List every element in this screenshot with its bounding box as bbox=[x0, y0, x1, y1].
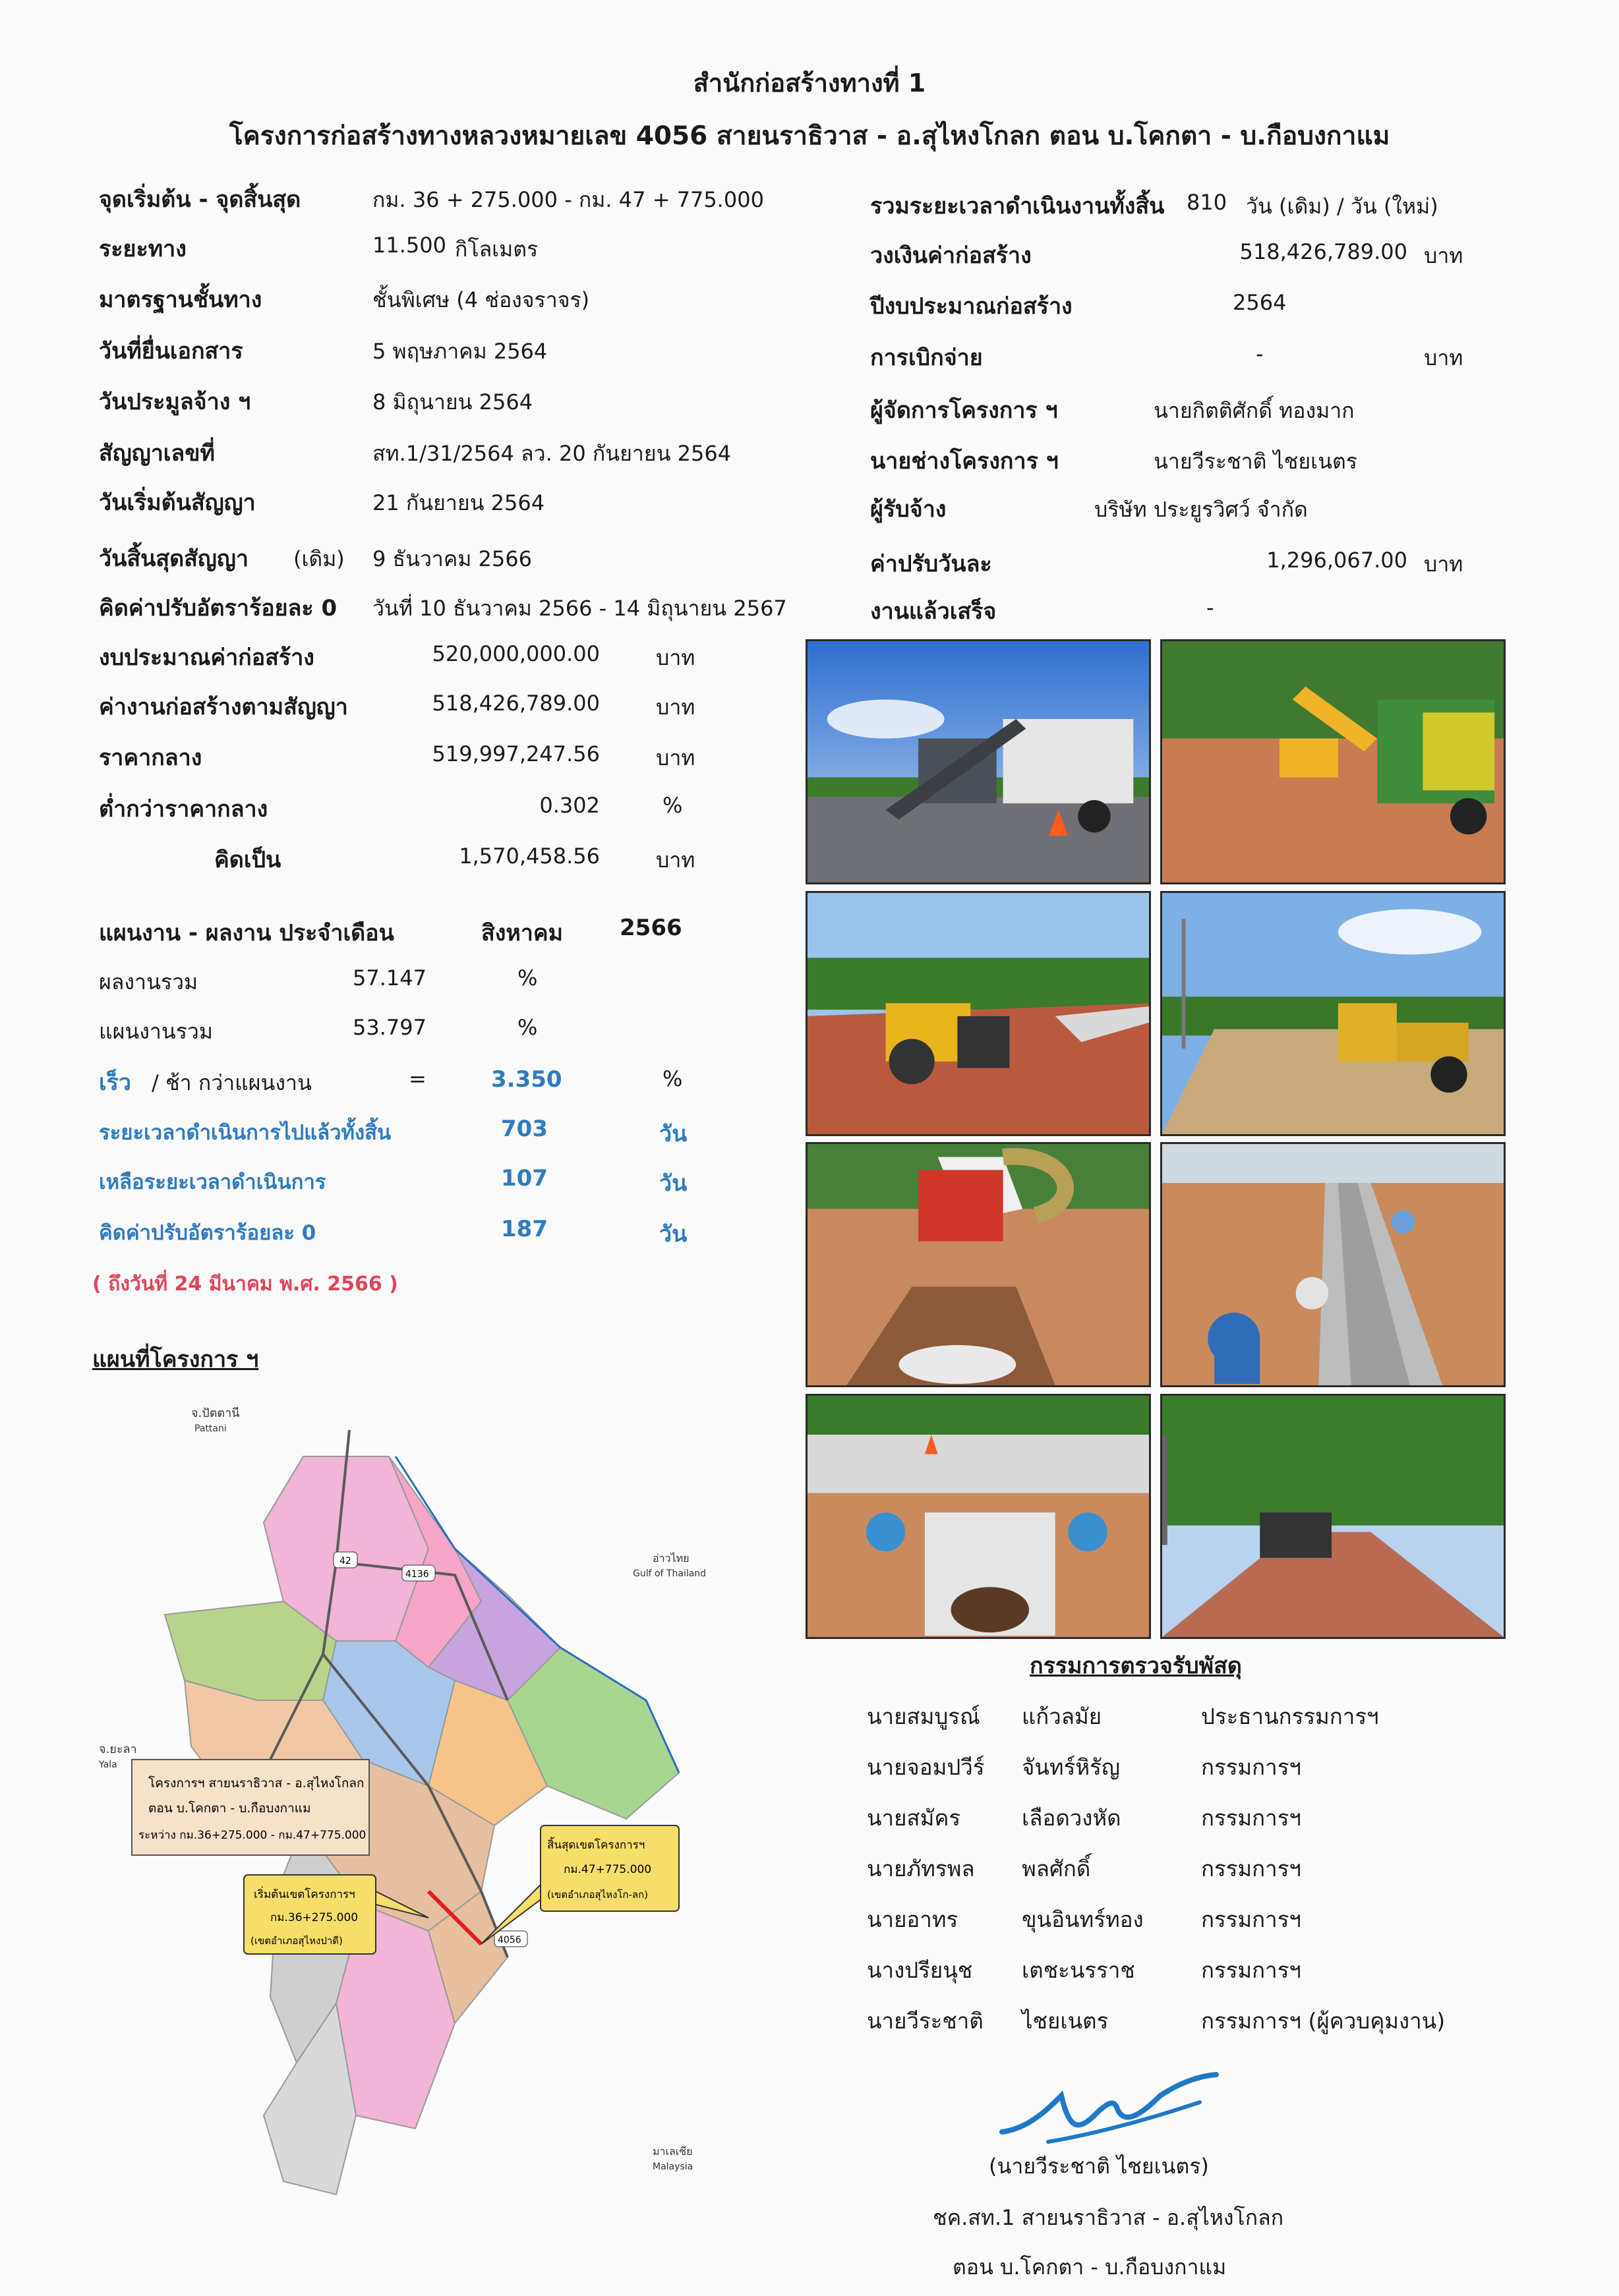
committee-last-5: ขุนอินทร์ทอง bbox=[1022, 1907, 1144, 1932]
map-label-yala: จ.ยะลา bbox=[99, 1742, 137, 1756]
committee-first-5: นายอาทร bbox=[867, 1907, 958, 1932]
remaining-value: 107 bbox=[501, 1165, 548, 1191]
below-median-unit: % bbox=[662, 793, 683, 818]
distance-value: 11.500 bbox=[372, 233, 446, 258]
signature-position-2: ตอน บ.โคกตา - บ.กือบงกาแม bbox=[953, 2254, 1227, 2280]
budget-limit-value: 518,426,789.00 bbox=[1239, 239, 1407, 264]
as-of-date: ( ถึงวันที่ 24 มีนาคม พ.ศ. 2566 ) bbox=[92, 1273, 398, 1296]
amount-label: คิดเป็น bbox=[214, 847, 281, 873]
committee-role-5: กรรมการฯ bbox=[1201, 1907, 1301, 1932]
map-label-gulf: อ่าวไทย bbox=[653, 1552, 690, 1564]
start-end-value: กม. 36 + 275.000 - กม. 47 + 775.000 bbox=[372, 187, 764, 212]
photo-pipe-trench bbox=[806, 1142, 1151, 1387]
contract-cost-unit: บาท bbox=[656, 695, 695, 720]
contract-end-value: 9 ธันวาคม 2566 bbox=[372, 546, 532, 571]
engineer-value: นายวีระชาติ ไชยเนตร bbox=[1154, 449, 1357, 474]
start-end-label: จุดเริ่มต้น - จุดสิ้นสุด bbox=[99, 187, 301, 213]
progress-year: 2566 bbox=[620, 915, 682, 941]
callout-project-line-2: ตอน บ.โคกตา - บ.กือบงกาแม bbox=[148, 1801, 311, 1816]
plan-progress-unit: % bbox=[517, 1015, 538, 1040]
committee-first-2: นายจอมปวีร์ bbox=[867, 1754, 985, 1780]
map-label-gulf-en: Gulf of Thailand bbox=[633, 1568, 707, 1579]
diff-unit: % bbox=[662, 1066, 683, 1091]
contract-end-label: วันสิ้นสุดสัญญา bbox=[99, 546, 249, 572]
callout-end-line-3: (เขตอำเภอสุไหงโก-ลก) bbox=[547, 1889, 649, 1901]
progress-month: สิงหาคม bbox=[481, 920, 564, 946]
committee-role-6: กรรมการฯ bbox=[1201, 1957, 1301, 1983]
office-title: สำนักก่อสร้างทางที่ 1 bbox=[693, 69, 926, 98]
completion-label: งานแล้วเสร็จ bbox=[870, 598, 997, 625]
committee-first-4: นายภัทรพล bbox=[867, 1856, 975, 1881]
budget-limit-unit: บาท bbox=[1424, 243, 1463, 268]
standard-label: มาตรฐานชั้นทาง bbox=[99, 287, 262, 313]
below-median-value: 0.302 bbox=[539, 793, 600, 818]
budget-value: 520,000,000.00 bbox=[432, 641, 600, 666]
project-map bbox=[86, 1391, 771, 2241]
route-number-4056: 4056 bbox=[498, 1935, 521, 1945]
progress-heading: แผนงาน - ผลงาน ประจำเดือน bbox=[99, 920, 394, 946]
manager-label: ผู้จัดการโครงการ ฯ bbox=[870, 397, 1058, 424]
contract-start-value: 21 กันยายน 2564 bbox=[372, 490, 545, 515]
duration-label: รวมระยะเวลาดำเนินงานทั้งสิ้น bbox=[870, 193, 1165, 219]
penalty-period-value: วันที่ 10 ธันวาคม 2566 - 14 มิถุนายน 2567 bbox=[372, 596, 787, 621]
route-number-42: 42 bbox=[339, 1556, 351, 1566]
photo-milling-machine bbox=[806, 639, 1151, 884]
callout-start-line-3: (เขตอำเภอสุไหงปาดี) bbox=[250, 1935, 343, 1947]
committee-last-7: ไชยเนตร bbox=[1022, 2008, 1109, 2034]
manager-value: นายกิตติศักดิ์ ทองมาก bbox=[1154, 398, 1355, 423]
map-label-yala-en: Yala bbox=[99, 1760, 117, 1770]
contract-no-label: สัญญาเลขที่ bbox=[99, 440, 215, 467]
committee-first-1: นายสมบูรณ์ bbox=[867, 1704, 980, 1729]
daily-fine-label: ค่าปรับวันละ bbox=[870, 551, 992, 577]
map-label-pattani: จ.ปัตตานี bbox=[191, 1406, 240, 1420]
committee-last-3: เลือดวงหัด bbox=[1022, 1805, 1121, 1831]
duration-value: 810 bbox=[1187, 190, 1227, 215]
actual-progress-unit: % bbox=[517, 965, 538, 990]
committee-role-1: ประธานกรรมการฯ bbox=[1201, 1704, 1379, 1729]
map-label-pattani-en: Pattani bbox=[194, 1423, 227, 1434]
daily-fine-unit: บาท bbox=[1424, 552, 1463, 577]
committee-first-3: นายสมัคร bbox=[867, 1805, 961, 1831]
distance-unit: กิโลเมตร bbox=[455, 237, 539, 262]
remaining-label: เหลือระยะเวลาดำเนินการ bbox=[99, 1170, 326, 1194]
disbursement-label: การเบิกจ่าย bbox=[870, 345, 983, 371]
remaining-unit: วัน bbox=[659, 1170, 688, 1197]
distance-label: ระยะทาง bbox=[99, 236, 187, 262]
disbursement-value: - bbox=[1256, 341, 1264, 366]
equals-sign: = bbox=[409, 1066, 427, 1091]
budget-label: งบประมาณค่าก่อสร้าง bbox=[99, 645, 314, 671]
amount-value: 1,570,458.56 bbox=[459, 844, 600, 869]
elapsed-value: 703 bbox=[501, 1116, 548, 1142]
standard-value: ชั้นพิเศษ (4 ช่องจราจร) bbox=[372, 287, 590, 312]
signature-name: (นายวีระชาติ ไชยเนตร) bbox=[989, 2154, 1209, 2179]
map-label-malaysia-en: Malaysia bbox=[653, 2162, 693, 2172]
actual-progress-value: 57.147 bbox=[353, 965, 427, 990]
engineer-label: นายช่างโครงการ ฯ bbox=[870, 448, 1059, 474]
callout-project-line-1: โครงการฯ สายนราธิวาส - อ.สุไหงโกลก bbox=[148, 1776, 365, 1791]
submit-date-label: วันที่ยื่นเอกสาร bbox=[99, 338, 243, 364]
disbursement-unit: บาท bbox=[1424, 345, 1463, 370]
bid-date-value: 8 มิถุนายน 2564 bbox=[372, 389, 533, 415]
elapsed-unit: วัน bbox=[659, 1121, 688, 1147]
committee-last-2: จันทร์หิรัญ bbox=[1022, 1754, 1120, 1780]
contract-end-note: (เดิม) bbox=[293, 546, 345, 571]
median-price-label: ราคากลาง bbox=[99, 745, 202, 771]
callout-start-line-2: กม.36+275.000 bbox=[270, 1911, 359, 1924]
route-number-4136: 4136 bbox=[405, 1569, 429, 1580]
completion-value: - bbox=[1206, 595, 1214, 620]
fiscal-year-label: ปีงบประมาณก่อสร้าง bbox=[870, 293, 1073, 320]
plan-progress-label: แผนงานรวม bbox=[99, 1019, 213, 1044]
contract-start-label: วันเริ่มต้นสัญญา bbox=[99, 490, 256, 516]
committee-last-1: แก้วลมัย bbox=[1022, 1704, 1102, 1729]
photo-asphalt-sprayer bbox=[1160, 1394, 1506, 1639]
contract-cost-value: 518,426,789.00 bbox=[432, 691, 600, 716]
committee-role-2: กรรมการฯ bbox=[1201, 1754, 1301, 1780]
median-price-value: 519,997,247.56 bbox=[432, 741, 600, 766]
photo-roller-compactor bbox=[806, 891, 1151, 1136]
duration-unit: วัน (เดิม) / วัน (ใหม่) bbox=[1246, 194, 1438, 219]
contract-cost-label: ค่างานก่อสร้างตามสัญญา bbox=[99, 694, 348, 720]
callout-project-line-3: ระหว่าง กม.36+275.000 - กม.47+775.000 bbox=[138, 1829, 367, 1842]
committee-first-7: นายวีระชาติ bbox=[867, 2008, 984, 2034]
callout-start-line-1: เริ่มต้นเขตโครงการฯ bbox=[254, 1888, 355, 1901]
photo-concrete-drain bbox=[1160, 1142, 1506, 1387]
bid-date-label: วันประมูลจ้าง ฯ bbox=[99, 389, 251, 415]
callout-end-line-1: สิ้นสุดเขตโครงการฯ bbox=[547, 1839, 645, 1852]
actual-progress-label: ผลงานรวม bbox=[99, 969, 198, 994]
amount-unit: บาท bbox=[656, 847, 695, 873]
below-median-label: ต่ำกว่าราคากลาง bbox=[99, 796, 268, 822]
committee-heading: กรรมการตรวจรับพัสดุ bbox=[1030, 1653, 1242, 1679]
committee-role-4: กรรมการฯ bbox=[1201, 1856, 1301, 1881]
committee-last-6: เตชะนรราช bbox=[1022, 1957, 1135, 1983]
budget-unit: บาท bbox=[656, 645, 695, 670]
signature-mark bbox=[989, 2069, 1226, 2148]
penalty-rate-label: คิดค่าปรับอัตราร้อยละ 0 bbox=[99, 595, 338, 621]
contractor-label: ผู้รับจ้าง bbox=[870, 496, 947, 523]
contractor-value: บริษัท ประยูรวิศว์ จำกัด bbox=[1094, 497, 1308, 522]
submit-date-value: 5 พฤษภาคม 2564 bbox=[372, 339, 548, 364]
committee-first-6: นางปรียนุช bbox=[867, 1957, 973, 1983]
committee-last-4: พลศักดิ์ bbox=[1022, 1856, 1091, 1881]
fiscal-year-value: 2564 bbox=[1233, 290, 1287, 315]
signature-position-1: ชค.สท.1 สายนราธิวาส - อ.สุไหงโกลก bbox=[933, 2205, 1284, 2230]
map-label-malaysia: มาเลเซีย bbox=[653, 2145, 693, 2158]
elapsed-label: ระยะเวลาดำเนินการไปแล้วทั้งสิ้น bbox=[99, 1121, 392, 1145]
plan-progress-value: 53.797 bbox=[353, 1015, 427, 1040]
daily-fine-value: 1,296,067.00 bbox=[1266, 548, 1407, 573]
budget-limit-label: วงเงินค่าก่อสร้าง bbox=[870, 243, 1032, 269]
committee-role-3: กรรมการฯ bbox=[1201, 1805, 1301, 1831]
penalty-days-label: คิดค่าปรับอัตราร้อยละ 0 bbox=[99, 1221, 316, 1245]
contract-no-value: สท.1/31/2564 ลว. 20 กันยายน 2564 bbox=[372, 441, 732, 466]
diff-value: 3.350 bbox=[491, 1066, 562, 1093]
penalty-days-unit: วัน bbox=[659, 1221, 688, 1248]
photo-excavator-truck bbox=[1160, 639, 1506, 884]
behind-label: / ช้า กว่าแผนงาน bbox=[152, 1070, 312, 1095]
photo-drain-workers bbox=[806, 1394, 1151, 1639]
median-price-unit: บาท bbox=[656, 745, 695, 770]
ahead-label: เร็ว bbox=[99, 1070, 131, 1096]
penalty-days-value: 187 bbox=[501, 1216, 548, 1242]
map-heading: แผนที่โครงการ ฯ bbox=[92, 1346, 259, 1373]
photo-grader bbox=[1160, 891, 1506, 1136]
callout-end-line-2: กม.47+775.000 bbox=[564, 1863, 652, 1876]
project-title: โครงการก่อสร้างทางหลวงหมายเลข 4056 สายนราธิวาส - อ.สุไหงโกลก ตอน บ.โคกตา - บ.กือบงกาแม bbox=[229, 121, 1390, 151]
committee-role-7: กรรมการฯ (ผู้ควบคุมงาน) bbox=[1201, 2008, 1446, 2034]
